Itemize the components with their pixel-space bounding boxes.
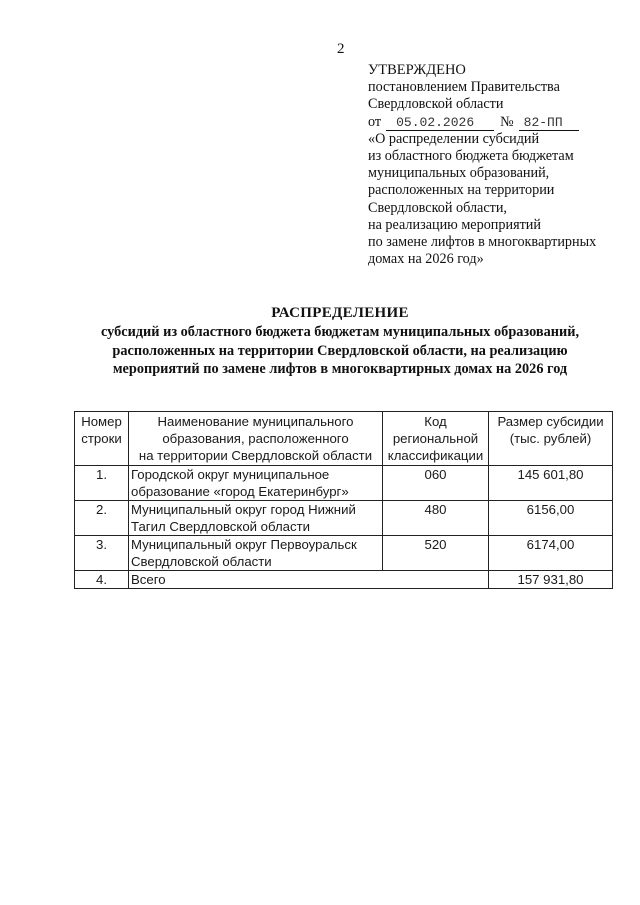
municipality-name: Муниципальный округ город Нижний Тагил Свердловской области bbox=[129, 501, 383, 536]
document-title bbox=[60, 304, 620, 379]
approval-stamp: УТВЕРЖДЕНО bbox=[368, 62, 466, 78]
resolution-title-line: по замене лифтов в многоквартирных bbox=[368, 234, 597, 251]
row-number: 1. bbox=[75, 466, 129, 501]
title-subtitle-line: субсидий из областного бюджета бюджетам муниципальных образований, bbox=[100, 324, 580, 340]
title-subtitle-line: мероприятий по замене лифтов в многоквартирных домах на 2026 год bbox=[112, 361, 568, 377]
resolution-title-line: на реализацию мероприятий bbox=[368, 216, 541, 233]
resolution-number: 82-ПП bbox=[519, 116, 579, 131]
approval-block bbox=[368, 62, 638, 268]
resolution-title-line: Свердловской области, bbox=[368, 199, 507, 216]
resolution-title-line: расположенных на территории bbox=[368, 182, 555, 199]
resolution-title-line: «О распределении субсидий bbox=[368, 130, 540, 147]
title-subtitle-line: расположенных на территории Свердловской области, на реализацию bbox=[112, 342, 568, 359]
total-label: Всего bbox=[129, 571, 489, 589]
approval-line: Свердловской области bbox=[368, 96, 504, 113]
resolution-title-line: муниципальных образований, bbox=[368, 165, 550, 182]
header-municipality-name: Наименование муниципального образования, расположенного на территории Свердловской области bbox=[129, 412, 383, 466]
title-heading: РАСПРЕДЕЛЕНИЕ bbox=[271, 305, 409, 321]
table-row bbox=[75, 501, 613, 536]
resolution-title-line: из областного бюджета бюджетам bbox=[368, 148, 574, 165]
approval-line: постановлением Правительства bbox=[368, 79, 560, 96]
subsidy-amount: 6174,00 bbox=[489, 536, 613, 571]
header-row-number: Номер строки bbox=[75, 412, 129, 466]
distribution-table bbox=[74, 411, 613, 589]
municipality-name: Городской округ муниципальное образование «город Екатеринбург» bbox=[129, 466, 383, 501]
table-total-row bbox=[75, 571, 613, 589]
table-row bbox=[75, 536, 613, 571]
region-code: 480 bbox=[383, 501, 489, 536]
resolution-date-line bbox=[368, 114, 638, 131]
table-header-row bbox=[75, 412, 613, 466]
row-number: 2. bbox=[75, 501, 129, 536]
header-subsidy-amount: Размер субсидии (тыс. рублей) bbox=[489, 412, 613, 466]
total-amount: 157 931,80 bbox=[489, 571, 613, 589]
number-sign: № bbox=[500, 113, 514, 130]
header-region-code: Код региональной классификации bbox=[383, 412, 489, 466]
region-code: 520 bbox=[383, 536, 489, 571]
row-number: 3. bbox=[75, 536, 129, 571]
municipality-name: Муниципальный округ Первоуральск Свердловской области bbox=[129, 536, 383, 571]
region-code: 060 bbox=[383, 466, 489, 501]
resolution-date: 05.02.2026 bbox=[386, 116, 494, 131]
subsidy-amount: 145 601,80 bbox=[489, 466, 613, 501]
date-prefix: от bbox=[368, 113, 382, 130]
table-row bbox=[75, 466, 613, 501]
row-number: 4. bbox=[75, 571, 129, 589]
subsidy-amount: 6156,00 bbox=[489, 501, 613, 536]
resolution-title-line: домах на 2026 год» bbox=[368, 251, 484, 268]
page-number: 2 bbox=[337, 41, 345, 57]
